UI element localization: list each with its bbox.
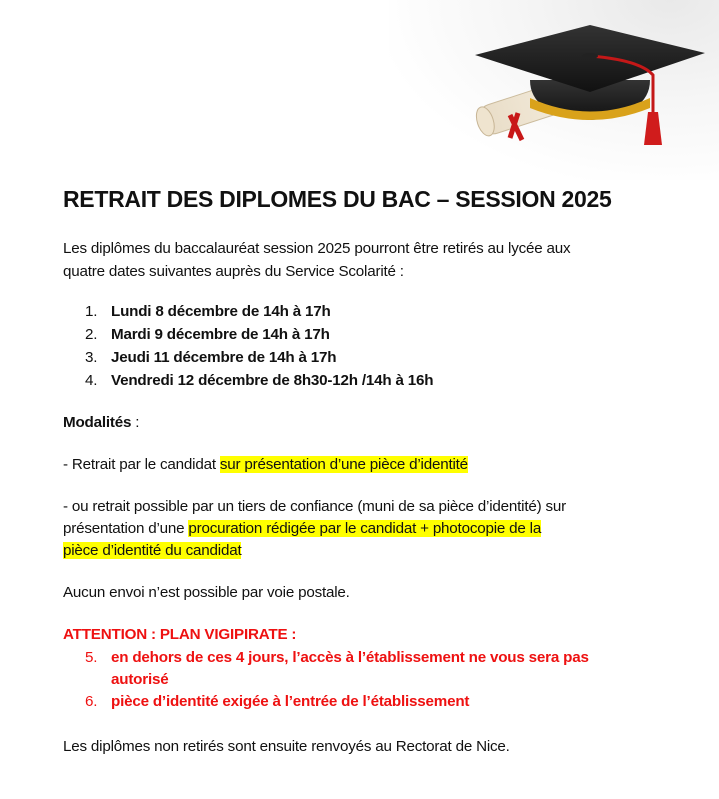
list-number: 6.	[85, 693, 98, 710]
date-text: Jeudi 11 décembre de 14h à 17h	[111, 349, 337, 366]
option-1-text: - Retrait par le candidat	[63, 456, 220, 473]
list-number: 3.	[85, 349, 98, 366]
option-1	[63, 456, 468, 473]
date-text: Mardi 9 décembre de 14h à 17h	[111, 326, 330, 343]
graduation-cap-diploma-image	[470, 20, 710, 160]
option-2-line-3	[63, 542, 241, 559]
intro-line-1: Les diplômes du baccalauréat session 2025 pourront être retirés au lycée aux	[63, 240, 571, 257]
option-2-line-2	[63, 520, 541, 537]
list-number: 4.	[85, 372, 98, 389]
postal-notice: Aucun envoi n’est possible par voie postale.	[63, 584, 350, 601]
modalites-label: Modalités	[63, 414, 132, 431]
list-number: 2.	[85, 326, 98, 343]
date-item-4	[85, 372, 433, 389]
footer-note: Les diplômes non retirés sont ensuite renvoyés au Rectorat de Nice.	[63, 738, 510, 755]
option-2-highlight: procuration rédigée par le candidat + photocopie de la	[188, 520, 542, 537]
attention-item-5	[85, 649, 589, 666]
attention-text: en dehors de ces 4 jours, l’accès à l’établissement ne vous sera pas	[111, 649, 589, 666]
option-2-text: présentation d’une	[63, 520, 189, 537]
list-number: 5.	[85, 649, 98, 666]
attention-item-6	[85, 693, 469, 710]
modalites-heading	[63, 414, 139, 431]
option-1-highlight: sur présentation d’une pièce d’identité	[219, 456, 468, 473]
page-title: RETRAIT DES DIPLOMES DU BAC – SESSION 2025	[63, 186, 612, 212]
date-item-3	[85, 349, 336, 366]
attention-heading: ATTENTION : PLAN VIGIPIRATE :	[63, 626, 297, 643]
date-item-1	[85, 303, 331, 320]
option-2-line-1: - ou retrait possible par un tiers de confiance (muni de sa pièce d’identité) sur	[63, 498, 566, 515]
list-number: 1.	[85, 303, 98, 320]
attention-text: pièce d’identité exigée à l’entrée de l’établissement	[111, 693, 470, 710]
modalites-colon: :	[131, 414, 140, 431]
option-2-highlight: pièce d’identité du candidat	[63, 542, 242, 559]
date-text: Vendredi 12 décembre de 8h30-12h /14h à 16h	[111, 372, 434, 389]
date-item-2	[85, 326, 330, 343]
intro-line-2: quatre dates suivantes auprès du Service Scolarité :	[63, 263, 404, 280]
attention-item-5-cont: autorisé	[111, 671, 169, 688]
date-text: Lundi 8 décembre de 14h à 17h	[111, 303, 331, 320]
